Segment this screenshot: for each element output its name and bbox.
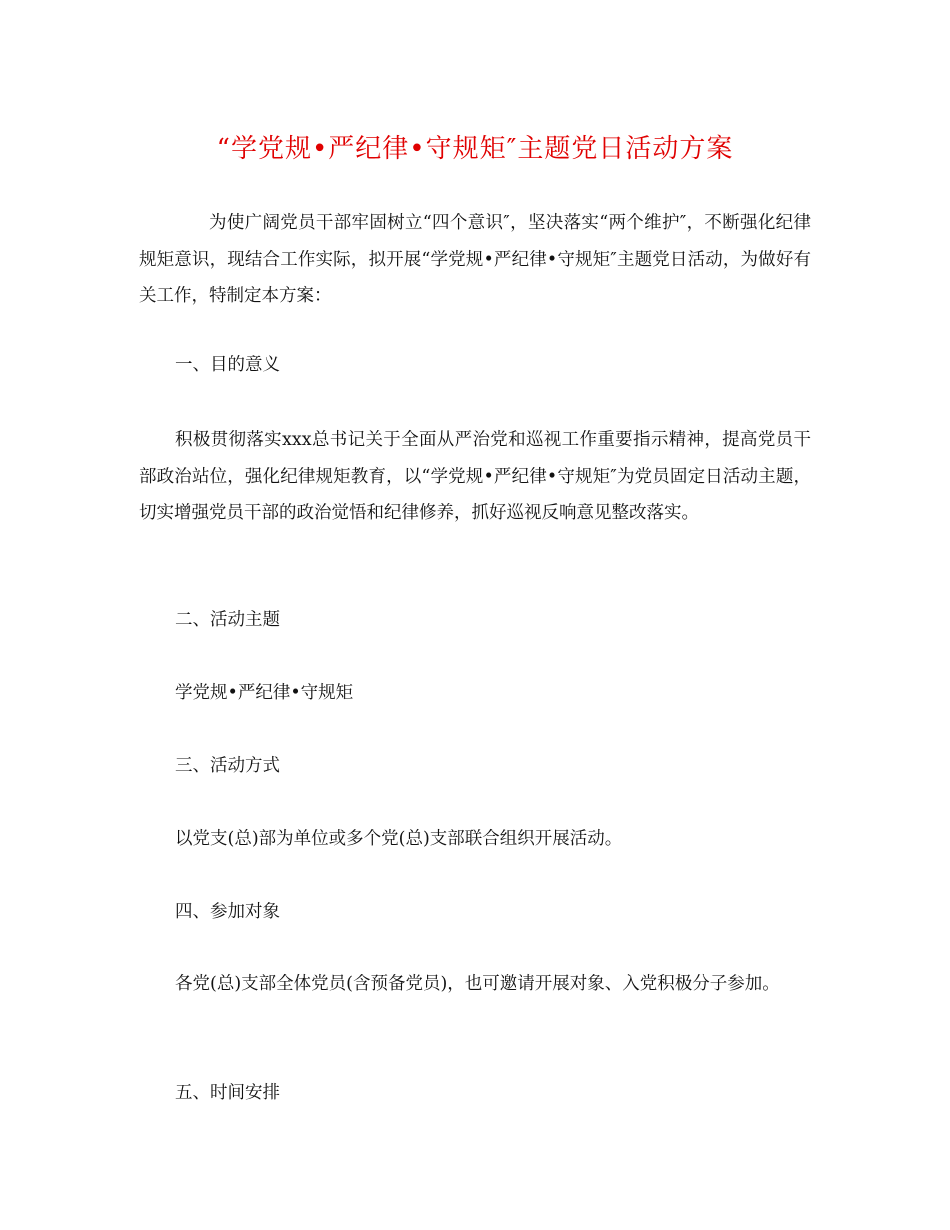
section-heading-purpose: 一、目的意义 (175, 355, 280, 375)
section-heading-schedule: 五、时间安排 (175, 1083, 280, 1103)
section-body-participants: 各党(总)支部全体党员(含预备党员)，也可邀请开展对象、入党积极分子参加。 (175, 974, 780, 994)
section-body-method: 以党支(总)部为单位或多个党(总)支部联合组织开展活动。 (175, 829, 623, 849)
section-body-purpose: 积极贯彻落实xxx总书记关于全面从严治党和巡视工作重要指示精神，提高党员干部政治站位，强化纪律规矩教育，以“学党规•严纪律•守规矩″为党员固定日活动主题，切实增强党员干部的政治觉悟和纪律修养，抓好巡视反响意见整改落实。 (139, 430, 811, 523)
section-heading-method: 三、活动方式 (175, 756, 280, 776)
section-heading-participants: 四、参加对象 (175, 902, 280, 922)
document-title: “学党规•严纪律•守规矩″主题党日活动方案 (216, 134, 734, 164)
section-heading-theme: 二、活动主题 (175, 610, 280, 630)
intro-paragraph: 为使广阔党员干部牢固树立“四个意识″，坚决落实“两个维护″，不断强化纪律规矩意识，现结合工作实际，拟开展“学党规•严纪律•守规矩″主题党日活动，为做好有关工作，特制定本方案： (139, 213, 811, 306)
section-body-theme: 学党规•严纪律•守规矩 (175, 683, 354, 703)
